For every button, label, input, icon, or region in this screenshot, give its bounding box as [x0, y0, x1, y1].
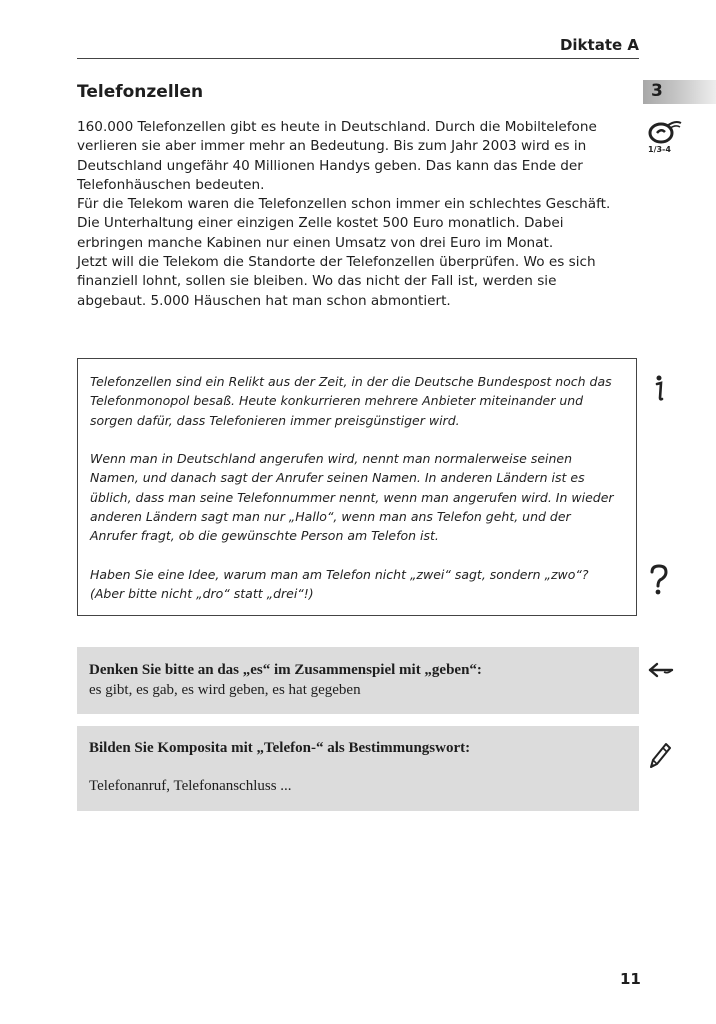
- dictation-line: Die Unterhaltung einer einzigen Zelle kostet 500 Euro monatlich. Dabei: [77, 215, 564, 232]
- audio-track-ref: 1/3-4: [648, 145, 671, 154]
- exercise-box: [77, 726, 639, 811]
- dictation-line: Jetzt will die Telekom die Standorte der Telefonzellen überprüfen. Wo es sich: [77, 254, 596, 271]
- dictation-line: 160.000 Telefonzellen gibt es heute in Deutschland. Durch die Mobiltelefone: [77, 119, 597, 135]
- exercise-heading: Bilden Sie Komposita mit „Telefon-“ als Bestimmungswort:: [89, 740, 471, 756]
- info-paragraph: [90, 565, 630, 604]
- dictation-line: finanziell lohnt, sollen sie bleiben. Wo das nicht der Fall ist, werden sie: [77, 273, 557, 290]
- info-paragraph: [90, 372, 630, 430]
- dictation-line: Deutschland ungefähr 40 Millionen Handys geben. Das kann das Ende der: [77, 157, 583, 174]
- dictation-line: abgebaut. 5.000 Häuschen hat man schon abmontiert.: [77, 292, 451, 309]
- dictation-line: verlieren sie aber immer mehr an Bedeutung. Bis zum Jahr 2003 wird es in: [77, 138, 587, 155]
- question-mark-icon: [648, 564, 670, 596]
- pencil-icon: [648, 740, 672, 770]
- info-line: Telefonzellen sind ein Relikt aus der Zeit, in der die Deutsche Bundespost noch das: [90, 374, 612, 389]
- running-header: Diktate A: [559, 36, 639, 54]
- info-line: sorgen dafür, dass Telefonieren immer preisgünstiger wird.: [90, 412, 460, 428]
- info-line: anderen Ländern sagt man nur „Hallo“, wenn man ans Telefon geht, und der: [90, 508, 571, 524]
- cd-audio-icon: [647, 118, 685, 144]
- info-line: Anrufer fragt, ob die gewünschte Person am Telefon ist.: [90, 528, 439, 544]
- page-number: 11: [620, 970, 641, 988]
- info-line: (Aber bitte nicht „dro“ statt „drei“!): [90, 586, 314, 602]
- dictation-line: Für die Telekom waren die Telefonzellen schon immer ein schlechtes Geschäft.: [77, 196, 611, 213]
- info-line: Haben Sie eine Idee, warum man am Telefon nicht „zwei“ sagt, sondern „zwo“?: [90, 567, 589, 582]
- header-rule: [77, 58, 639, 59]
- dictation-line: Telefonhäuschen bedeuten.: [77, 176, 265, 193]
- info-line: Telefonmonopol besaß. Heute konkurrieren mehrere Anbieter miteinander und: [90, 393, 584, 409]
- info-paragraph: [90, 449, 630, 545]
- dictation-line: erbringen manche Kabinen nur einen Umsatz von drei Euro im Monat.: [77, 234, 554, 251]
- chapter-tab: [643, 80, 716, 104]
- grammar-hint-box: [77, 647, 639, 714]
- info-line: üblich, dass man seine Telefonnummer nennt, wenn man angerufen wird. In wieder: [90, 489, 614, 505]
- chapter-number: 3: [651, 81, 663, 101]
- grammar-hint-heading: Denken Sie bitte an das „es“ im Zusammenspiel mit „geben“:: [89, 662, 482, 678]
- arrow-left-icon: [648, 662, 674, 678]
- grammar-hint-text: es gibt, es gab, es wird geben, es hat gegeben: [89, 682, 361, 698]
- exercise-text: Telefonanruf, Telefonanschluss ...: [89, 778, 292, 794]
- info-line: Wenn man in Deutschland angerufen wird, nennt man normalerweise seinen: [90, 451, 573, 466]
- info-line: Namen, und danach sagt der Anrufer seinen Namen. In anderen Ländern ist es: [90, 470, 585, 486]
- section-title: Telefonzellen: [77, 82, 204, 102]
- info-icon: [652, 374, 666, 402]
- dictation-text: [77, 118, 637, 311]
